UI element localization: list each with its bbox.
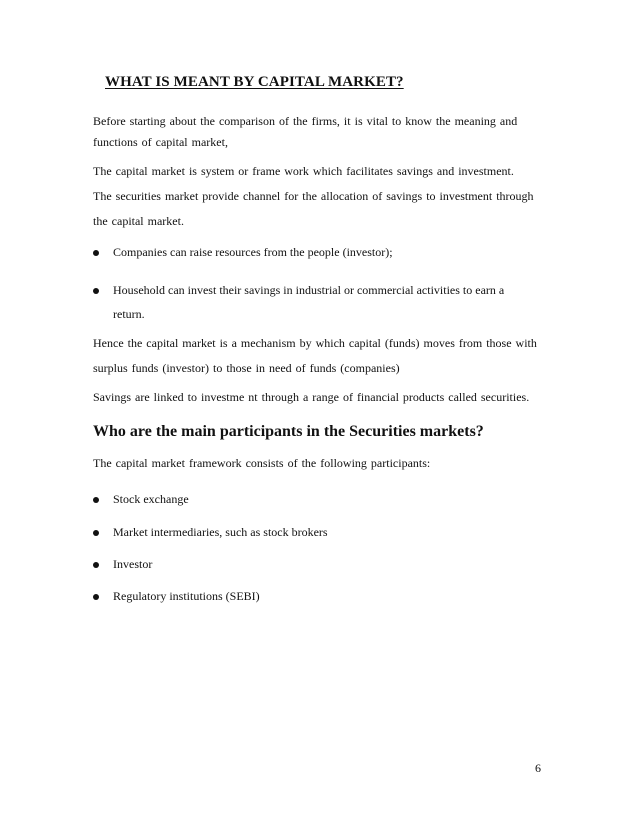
bullet-item-market-intermediaries: Market intermediaries, such as stock brokers <box>113 525 328 539</box>
bullet-item-regulatory-institutions: Regulatory institutions (SEBI) <box>113 589 260 603</box>
bullet-icon <box>93 530 99 536</box>
bullet-item-companies: Companies can raise resources from the people (investor); <box>113 245 393 259</box>
section-heading-participants: Who are the main participants in the Securities markets? <box>93 423 484 440</box>
bullet-icon <box>93 288 99 294</box>
section-heading-capital-market: WHAT IS MEANT BY CAPITAL MARKET? <box>105 74 404 90</box>
bullet-item-household-continuation: return. <box>113 307 145 321</box>
paragraph-definition-line-3: the capital market. <box>93 214 184 228</box>
paragraph-definition-line-1: The capital market is system or frame work which facilitates savings and investment. <box>93 164 514 178</box>
paragraph-mechanism-line-2: surplus funds (investor) to those in need of funds (companies) <box>93 361 400 375</box>
bullet-item-investor: Investor <box>113 557 153 571</box>
bullet-icon <box>93 562 99 568</box>
paragraph-framework: The capital market framework consists of the following participants: <box>93 456 431 470</box>
paragraph-mechanism-line-1: Hence the capital market is a mechanism by which capital (funds) moves from those with <box>93 336 537 350</box>
paragraph-savings: Savings are linked to investme nt through a range of financial products called securities. <box>93 390 530 404</box>
bullet-icon <box>93 594 99 600</box>
bullet-icon <box>93 497 99 503</box>
bullet-item-household: Household can invest their savings in industrial or commercial activities to earn a <box>113 283 505 297</box>
paragraph-intro-line-1: Before starting about the comparison of the firms, it is vital to know the meaning and <box>93 114 518 128</box>
page-number: 6 <box>535 761 541 775</box>
paragraph-intro-line-2: functions of capital market, <box>93 135 228 149</box>
paragraph-definition-line-2: The securities market provide channel for the allocation of savings to investment through <box>93 189 534 203</box>
bullet-item-stock-exchange: Stock exchange <box>113 492 189 506</box>
bullet-icon <box>93 250 99 256</box>
